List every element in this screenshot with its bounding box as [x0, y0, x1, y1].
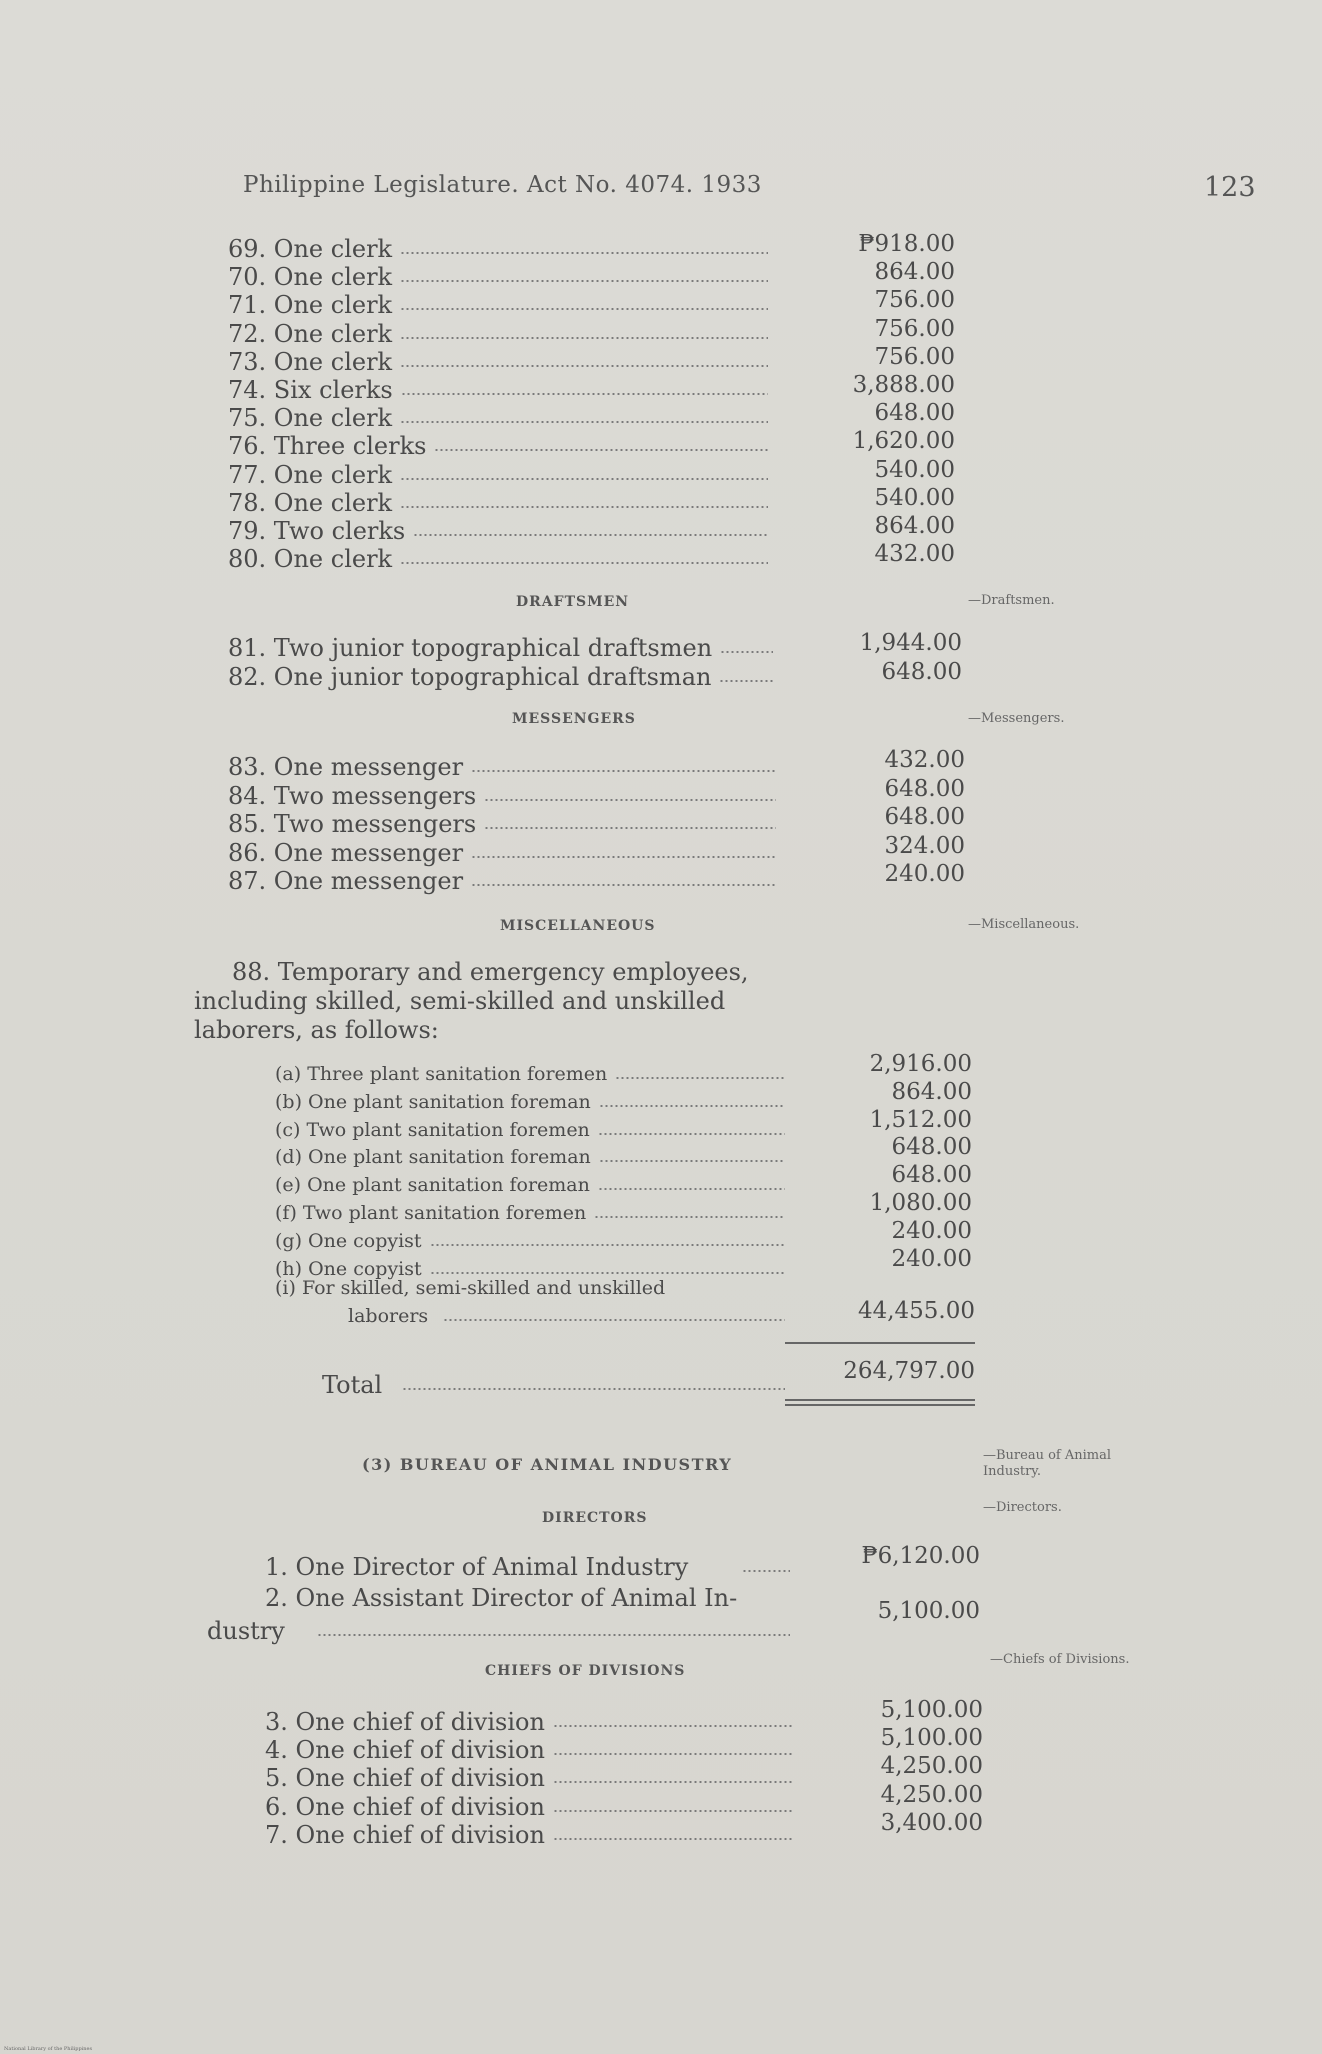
draftsman-item-row: [228, 663, 773, 691]
draftsmen-heading: DRAFTSMEN: [516, 594, 630, 610]
misc-item-label: (d) One plant sanitation foreman: [275, 1146, 591, 1169]
leader-dots: [471, 770, 776, 772]
misc-item-label: (f) Two plant sanitation foremen: [275, 1202, 587, 1224]
director-2-row-cont: [207, 1617, 790, 1645]
leader-dots: [430, 1272, 785, 1274]
leader-dots: [742, 1570, 790, 1572]
chief-item-label: 6. One chief of division: [265, 1792, 545, 1821]
clerk-item-row: [228, 320, 768, 348]
director-1-row: [265, 1553, 790, 1581]
leader-dots: [434, 449, 768, 451]
messenger-item-row: [228, 810, 776, 838]
messenger-item-amount: 432.00: [884, 747, 965, 773]
leader-dots: [553, 1753, 792, 1755]
leader-dots: [598, 1133, 785, 1135]
chief-item-row: [265, 1793, 792, 1821]
messenger-item-label: 85. Two messengers: [228, 810, 477, 838]
messengers-heading: MESSENGERS: [512, 711, 636, 727]
director-2-label-cont: dustry: [207, 1617, 285, 1645]
messenger-item-label: 86. One messenger: [228, 838, 464, 867]
messenger-item-row: [228, 867, 776, 895]
messenger-item-label: 84. Two messengers: [228, 781, 477, 810]
leader-dots: [401, 393, 768, 395]
chief-item-amount: 4,250.00: [880, 1781, 983, 1808]
leader-dots: [400, 506, 768, 508]
item-i-label: (i) For skilled, semi-skilled and unskilled: [275, 1277, 666, 1299]
clerk-item-label: 80. One clerk: [228, 545, 393, 574]
clerk-item-row: [228, 461, 768, 489]
double-rule-top: [785, 1399, 975, 1401]
draftsman-item-label: 82. One junior topographical draftsman: [228, 663, 712, 691]
messenger-item-label: 83. One messenger: [228, 753, 464, 781]
misc-item-amount: 240.00: [891, 1217, 972, 1244]
messenger-item-row: [228, 782, 776, 810]
director-1-label: 1. One Director of Animal Industry: [265, 1553, 689, 1581]
leader-dots: [400, 365, 768, 367]
page-number: 123: [1204, 172, 1256, 203]
total-rule: [785, 1342, 975, 1344]
director-2-amount: 5,100.00: [877, 1598, 980, 1624]
total-amount: 264,797.00: [843, 1358, 975, 1384]
director-1-amount: ₱6,120.00: [861, 1543, 980, 1569]
clerk-item-amount: 540.00: [874, 456, 955, 483]
bureau-margin-note-line1: —Bureau of Animal: [983, 1448, 1112, 1463]
leader-dots: [400, 308, 768, 310]
leader-dots: [471, 856, 776, 858]
leader-dots: [720, 651, 773, 653]
chief-item-amount: 5,100.00: [880, 1725, 983, 1752]
clerk-item-row: [228, 235, 768, 263]
clerk-item-label: 76. Three clerks: [228, 432, 427, 461]
misc-item-amount: 2,916.00: [869, 1051, 972, 1077]
leader-dots: [615, 1077, 785, 1079]
leader-dots: [598, 1188, 785, 1190]
misc-item-amount: 240.00: [891, 1245, 972, 1272]
leader-dots: [400, 478, 768, 480]
clerk-item-amount: 864.00: [874, 259, 955, 286]
clerk-item-label: 71. One clerk: [228, 291, 393, 320]
chief-item-amount: 4,250.00: [880, 1753, 983, 1780]
chiefs-margin-note: —Chiefs of Divisions.: [990, 1652, 1130, 1667]
chief-item-label: 3. One chief of division: [265, 1708, 545, 1736]
clerk-item-row: [228, 545, 768, 573]
leader-dots: [553, 1810, 792, 1812]
item-88-line2: including skilled, semi-skilled and unskilled: [194, 987, 726, 1015]
messenger-item-amount: 648.00: [884, 804, 965, 830]
clerk-item-label: 75. One clerk: [228, 404, 393, 433]
misc-item-label: (h) One copyist: [275, 1257, 422, 1280]
miscellaneous-heading: MISCELLANEOUS: [500, 918, 656, 934]
leader-dots: [317, 1634, 790, 1636]
total-label: Total: [322, 1371, 383, 1399]
leader-dots: [719, 680, 773, 682]
double-rule-bottom: [785, 1404, 975, 1406]
leader-dots: [400, 337, 768, 339]
leader-dots: [400, 280, 768, 282]
leader-dots: [553, 1838, 792, 1840]
directors-margin-note: —Directors.: [983, 1500, 1062, 1515]
clerk-item-amount: 756.00: [874, 287, 955, 314]
leader-dots: [400, 562, 768, 564]
directors-heading: DIRECTORS: [542, 1510, 648, 1526]
messenger-item-amount: 240.00: [884, 861, 965, 887]
library-footer: National Library of the Philippines: [4, 2046, 93, 2052]
clerk-item-amount: 1,620.00: [852, 428, 955, 455]
misc-item-label: (c) Two plant sanitation foremen: [275, 1118, 590, 1141]
chief-item-label: 4. One chief of division: [265, 1736, 545, 1765]
item-i-label-cont: laborers: [348, 1305, 429, 1327]
miscellaneous-margin-note: —Miscellaneous.: [968, 917, 1080, 932]
misc-item-amount: 648.00: [891, 1134, 972, 1161]
item-88-line1: 88. Temporary and emergency employees,: [232, 958, 749, 986]
chief-item-row: [265, 1708, 792, 1736]
clerk-item-row: [228, 404, 768, 432]
clerk-item-amount: 756.00: [874, 315, 955, 342]
clerk-item-label: 77. One clerk: [228, 460, 393, 489]
clerk-item-amount: 756.00: [874, 343, 955, 370]
clerk-item-row: [228, 432, 768, 460]
item-i-line2: [348, 1305, 785, 1329]
item-88-line3: laborers, as follows:: [194, 1016, 439, 1044]
clerk-item-amount: 864.00: [874, 513, 955, 539]
messenger-item-label: 87. One messenger: [228, 867, 464, 895]
clerk-item-label: 69. One clerk: [228, 235, 393, 263]
bureau-heading: (3) BUREAU OF ANIMAL INDUSTRY: [362, 1455, 733, 1474]
leader-dots: [443, 1319, 785, 1321]
leader-dots: [413, 534, 768, 536]
leader-dots: [400, 421, 768, 423]
leader-dots: [430, 1244, 785, 1246]
misc-item-label: (e) One plant sanitation foreman: [275, 1174, 590, 1197]
chief-item-amount: 5,100.00: [880, 1697, 983, 1723]
draftsman-item-amount: 648.00: [881, 659, 962, 685]
draftsman-item-row: [228, 634, 773, 662]
leader-dots: [599, 1105, 785, 1107]
misc-item-amount: 648.00: [891, 1162, 972, 1189]
messengers-margin-note: —Messengers.: [968, 711, 1065, 726]
chief-item-label: 5. One chief of division: [265, 1764, 545, 1793]
messenger-item-row: [228, 839, 776, 867]
clerk-item-label: 70. One clerk: [228, 263, 393, 292]
clerk-item-row: [228, 376, 768, 404]
total-row: [322, 1371, 785, 1399]
clerk-item-row: [228, 263, 768, 291]
clerk-item-amount: 3,888.00: [852, 372, 955, 398]
director-2-label: 2. One Assistant Director of Animal In-: [265, 1584, 738, 1612]
messenger-item-amount: 324.00: [884, 832, 965, 859]
item-i-amount: 44,455.00: [857, 1298, 975, 1324]
chiefs-heading: CHIEFS OF DIVISIONS: [485, 1663, 686, 1679]
clerk-item-amount: 648.00: [874, 400, 955, 427]
clerk-item-row: [228, 517, 768, 545]
misc-item-amount: 864.00: [891, 1078, 972, 1105]
clerk-item-label: 79. Two clerks: [228, 517, 406, 545]
misc-item-label: (g) One copyist: [275, 1229, 422, 1252]
clerk-item-amount: 540.00: [874, 484, 955, 511]
draftsman-item-amount: 1,944.00: [859, 630, 962, 656]
draftsmen-margin-note: —Draftsmen.: [968, 593, 1055, 608]
leader-dots: [400, 252, 768, 254]
clerk-item-amount: ₱918.00: [858, 231, 955, 257]
clerk-item-amount: 432.00: [874, 541, 955, 568]
leader-dots: [553, 1725, 792, 1727]
misc-item-amount: 1,080.00: [869, 1190, 972, 1216]
misc-item-label: (b) One plant sanitation foreman: [275, 1090, 591, 1113]
chief-item-row: [265, 1821, 792, 1849]
leader-dots: [484, 827, 776, 829]
clerk-item-row: [228, 291, 768, 319]
messenger-item-amount: 648.00: [884, 775, 965, 802]
running-header: Philippine Legislature. Act No. 4074. 1933: [243, 172, 762, 198]
clerk-item-row: [228, 489, 768, 517]
chief-item-row: [265, 1736, 792, 1764]
leader-dots: [599, 1160, 785, 1162]
clerk-item-label: 74. Six clerks: [228, 376, 393, 404]
clerk-item-label: 73. One clerk: [228, 347, 393, 376]
clerk-item-label: 78. One clerk: [228, 488, 393, 517]
leader-dots: [402, 1388, 785, 1390]
item-i-line1: [275, 1277, 785, 1301]
chief-item-row: [265, 1764, 792, 1792]
chief-item-amount: 3,400.00: [880, 1809, 983, 1836]
leader-dots: [553, 1781, 792, 1783]
draftsman-item-label: 81. Two junior topographical draftsmen: [228, 634, 713, 662]
leader-dots: [484, 799, 776, 801]
chief-item-label: 7. One chief of division: [265, 1820, 545, 1849]
messenger-item-row: [228, 753, 776, 781]
clerk-item-label: 72. One clerk: [228, 319, 393, 348]
leader-dots: [471, 884, 776, 886]
misc-item-amount: 1,512.00: [869, 1106, 972, 1133]
bureau-margin-note-line2: Industry.: [983, 1464, 1042, 1479]
clerk-item-row: [228, 348, 768, 376]
leader-dots: [594, 1216, 785, 1218]
director-2-row: [265, 1584, 790, 1612]
misc-item-label: (a) Three plant sanitation foremen: [275, 1063, 608, 1085]
